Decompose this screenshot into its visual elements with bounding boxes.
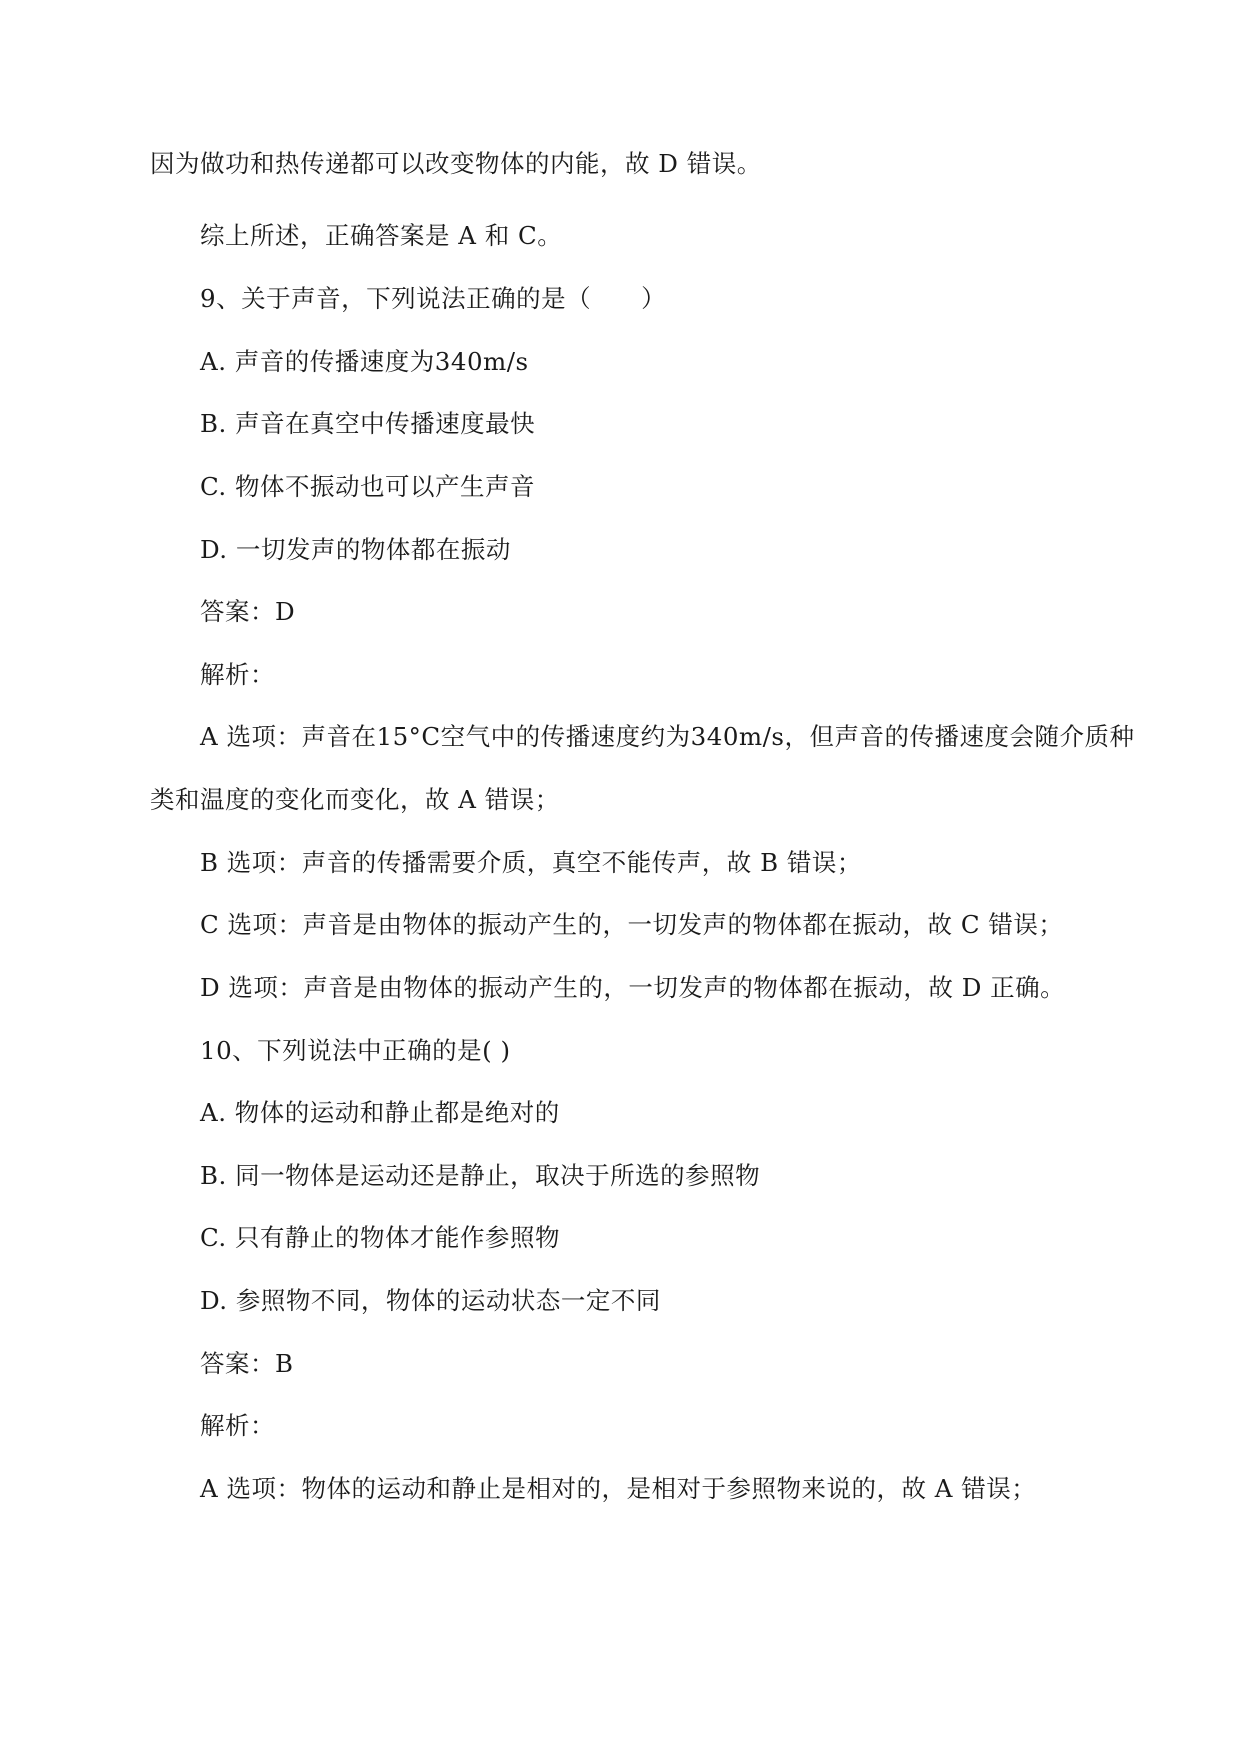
question-9-stem: 9、关于声音，下列说法正确的是（ ） <box>200 284 667 313</box>
question-10-option-a: A. 物体的运动和静止都是绝对的 <box>200 1098 560 1127</box>
question-10-analysis-heading: 解析： <box>200 1411 275 1440</box>
question-9-analysis-c: C 选项：声音是由物体的振动产生的，一切发声的物体都在振动，故 C 错误； <box>200 910 1064 939</box>
question-9-analysis-heading: 解析： <box>200 660 275 689</box>
question-9-analysis-d: D 选项：声音是由物体的振动产生的，一切发声的物体都在振动，故 D 正确。 <box>200 973 1066 1002</box>
question-10-option-d: D. 参照物不同，物体的运动状态一定不同 <box>200 1286 661 1315</box>
question-10-analysis-a: A 选项：物体的运动和静止是相对的，是相对于参照物来说的，故 A 错误； <box>200 1474 1037 1503</box>
question-10-answer: 答案：B <box>200 1349 294 1378</box>
text-line-continuation: 因为做功和热传递都可以改变物体的内能，故 D 错误。 <box>150 149 762 178</box>
question-9-option-c: C. 物体不振动也可以产生声音 <box>200 472 535 501</box>
question-10-option-c: C. 只有静止的物体才能作参照物 <box>200 1223 560 1252</box>
question-9-analysis-b: B 选项：声音的传播需要介质，真空不能传声，故 B 错误； <box>200 848 862 877</box>
question-9-option-d: D. 一切发声的物体都在振动 <box>200 535 511 564</box>
question-10-stem: 10、下列说法中正确的是( ) <box>200 1036 511 1065</box>
question-10-option-b: B. 同一物体是运动还是静止，取决于所选的参照物 <box>200 1161 761 1190</box>
question-9-analysis-a-continued: 类和温度的变化而变化，故 A 错误； <box>150 785 560 814</box>
question-9-option-a: A. 声音的传播速度为340m/s <box>200 347 529 376</box>
question-9-answer: 答案：D <box>200 597 296 626</box>
question-9-analysis-a: A 选项：声音在15°C空气中的传播速度约为340m/s，但声音的传播速度会随介质种 <box>200 722 1135 751</box>
question-9-option-b: B. 声音在真空中传播速度最快 <box>200 409 536 438</box>
summary-line: 综上所述，正确答案是 A 和 C。 <box>200 221 563 250</box>
